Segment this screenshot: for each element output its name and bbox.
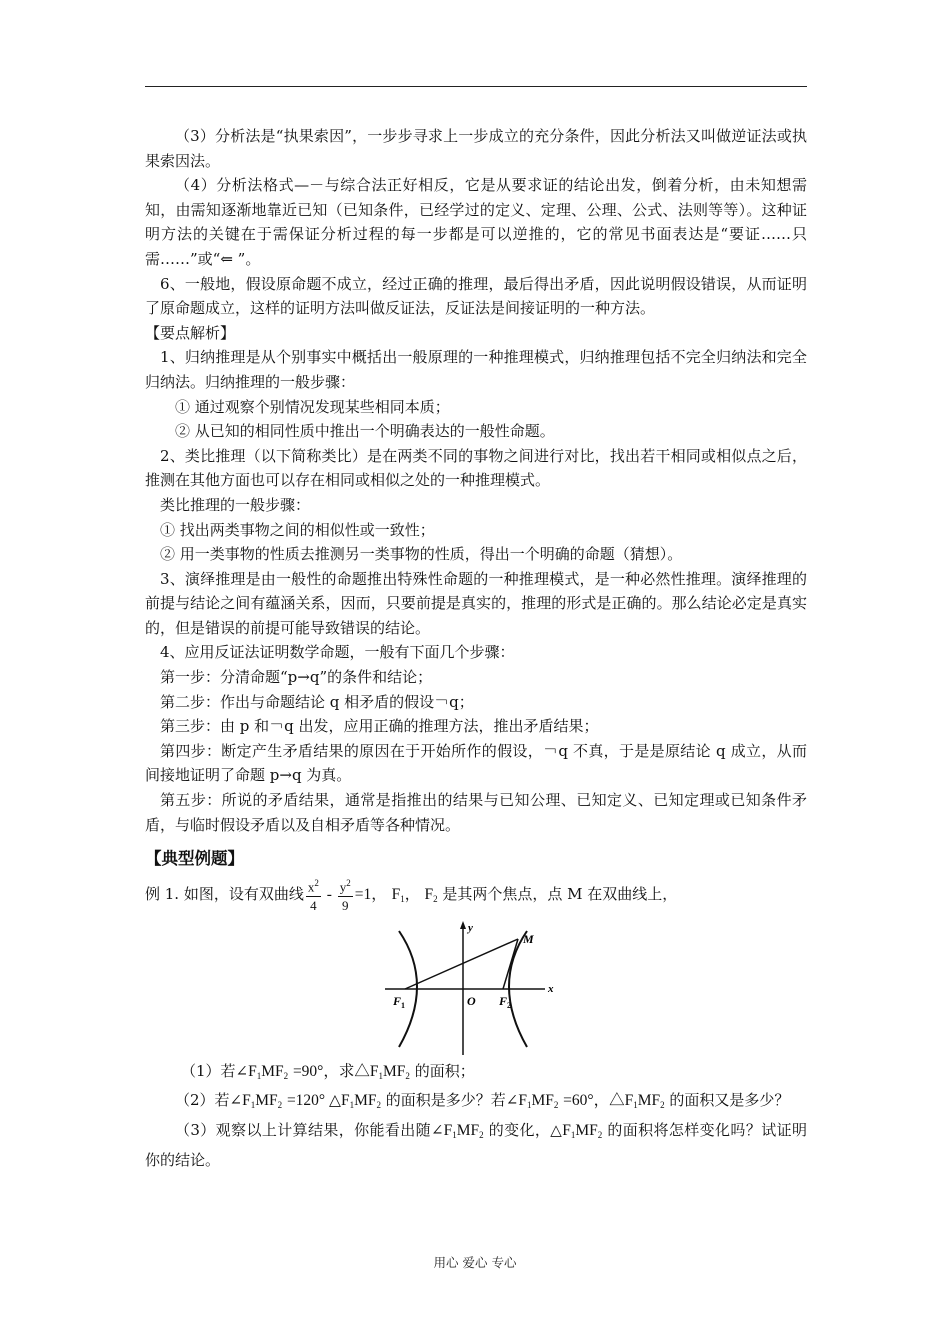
label-f1: F [393,993,402,1008]
step-4: 第四步：断定产生矛盾结果的原因在于开始所作的假设，￢q 不真，于是是原结论 q 成立，从而间接地证明了命题 p→q 为真。 [145,741,807,785]
paragraph-analysis-4: （4）分析法格式—－与综合法正好相反，它是从要求证的结论出发，倒着分析，由未知想需知，由需知逐渐地靠近已知（已知条件，已经学过的定义、定理、公理、公式、法则等等）。这种证明方法的关键在于需保证分析过程的每一步都是可以逆推的，它的常见书面表达是“要证……只需……”或“⇐ ”。 [145,176,807,268]
label-m: M [523,931,534,946]
page-content [145,124,807,1172]
point-induction-step1: ① 通过观察个别情况发现某些相同本质； [175,397,450,416]
question-3: （3）观察以上计算结果，你能看出随$\angle F_1MF_2$ 的变化，$\triangle F_1MF_2$ 的面积将怎样变化吗？试证明你的结论。 [145,1121,807,1169]
step-3: 第三步：由 p 和￢q 出发，应用正确的推理方法，推出矛盾结果； [160,717,599,736]
label-o: O [467,993,476,1008]
fraction-y2-over-9: $\frac{y^2}{9}$ [338,874,353,915]
point-contradiction-steps: 4、应用反证法证明数学命题，一般有下面几个步骤： [160,643,515,662]
point-analogy-steps: 类比推理的一般步骤： [160,495,311,514]
point-induction-step2: ② 从已知的相同性质中推出一个明确表达的一般性命题。 [175,422,555,441]
section-title-key-points: 【要点解析】 [145,323,236,342]
step-1: 第一步：分清命题“p→q”的条件和结论； [160,668,433,687]
label-f2: F [499,993,508,1008]
point-induction: 1、归纳推理是从个别事实中概括出一般原理的一种推理模式，归纳推理包括不完全归纳法和完全归纳法。归纳推理的一般步骤： [145,348,807,391]
page-footer: 用心 爱心 专心 [433,1255,517,1270]
label-f2-sub: 2 [507,1000,511,1010]
segment-f1-m [405,939,518,989]
step-5: 第五步：所说的矛盾结果，通常是指推出的结果与已知公理、已知定义、已知定理或已知条件矛盾，与临时假设矛盾以及自相矛盾等各种情况。 [145,791,807,834]
paragraph-analysis-3: （3）分析法是“执果索因”，一步步寻求上一步成立的充分条件，因此分析法又叫做逆证法或执果索因法。 [145,127,807,170]
question-1: （1）若$\angle F_1MF_2 =90^\circ$，求$\triangle F_1MF_2$ 的面积； [181,1061,475,1081]
segment-f2-m [503,939,518,989]
section-title-examples: 【典型例题】 [145,849,244,869]
step-2: 第二步：作出与命题结论 q 相矛盾的假设￢q； [160,692,474,711]
point-analogy-step2: ② 用一类事物的性质去推测另一类事物的性质，得出一个明确的命题（猜想）。 [160,545,683,564]
label-y: y [468,921,473,934]
example-1-statement: 例 1. 如图，设有双曲线 $\frac{x^2}{4}$ - $\frac{y^2}{9}$ =1， $F_1$， $F_2$ 是其两个焦点，点 M 在双曲线上， [145,874,807,919]
header-rule [145,86,807,87]
label-x: x [548,982,554,995]
point-deduction: 3、演绎推理是由一般性的命题推出特殊性命题的一种推理模式，是一种必然性推理。演绎推理的前提与结论之间有蕴涵关系，因而，只要前提是真实的，推理的形式是正确的。那么结论必定是真实的，但是错误的前提可能导致错误的结论。 [145,569,807,637]
paragraph-contradiction: 6、一般地，假设原命题不成立，经过正确的推理，最后得出矛盾，因此说明假设错误，从而证明了原命题成立，这样的证明方法叫做反证法，反证法是间接证明的一种方法。 [145,274,807,318]
focus-f1: $F_1$ [391,885,405,904]
point-analogy-step1: ① 找出两类事物之间的相似性或一致性； [160,520,435,539]
y-axis-arrow [460,921,466,929]
focus-f2: $F_2$ [424,885,438,904]
fraction-x2-over-4: $\frac{x^2}{4}$ [306,874,321,915]
label-f1-sub: 1 [401,1000,405,1010]
question-2: （2）若$\angle F_1MF_2 =120^\circ$ $\triangle F_1MF_2$ 的面积是多少？若$\angle F_1MF_2 =60^\circ$，$\triangle F_1MF_2$ 的面积又是多少？ [175,1091,790,1111]
hyperbola-figure [383,919,563,1057]
point-analogy: 2、类比推理（以下简称类比）是在两类不同的事物之间进行对比，找出若干相同或相似点之后，推测在其他方面也可以存在相同或相似之处的一种推理模式。 [145,446,807,490]
